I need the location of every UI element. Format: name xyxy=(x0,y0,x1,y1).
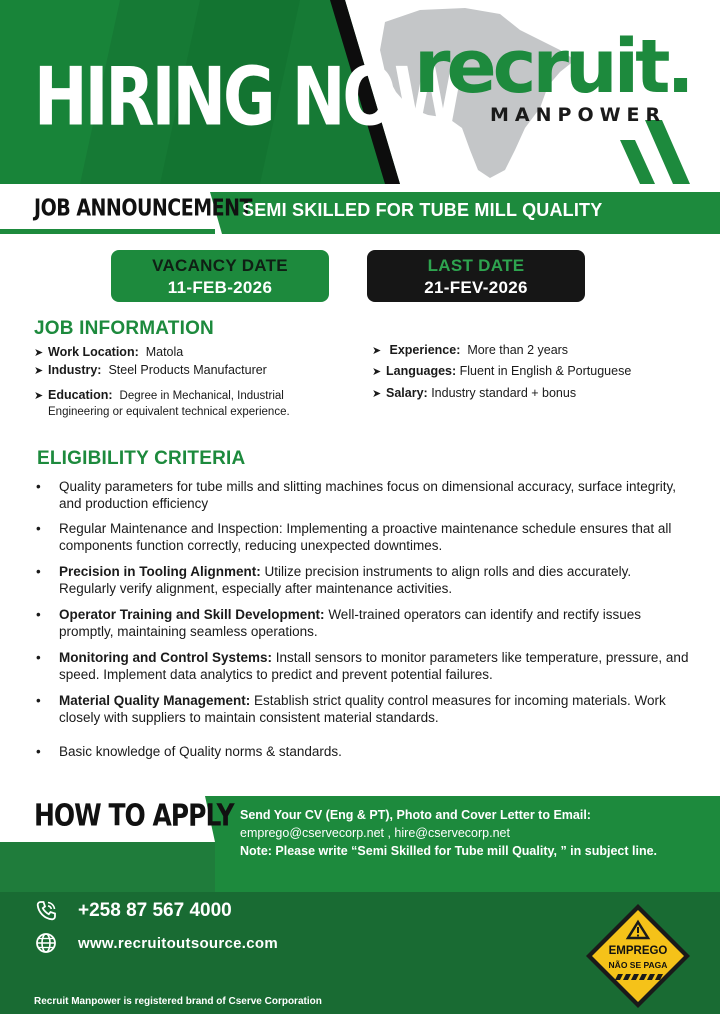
arrow-icon: ➤ xyxy=(372,388,382,400)
list-item: • Precision in Tooling Alignment: Utilize precision instruments to align rolls and dies accurately. Regularly verify alignment, especially after maintenance activities. xyxy=(36,564,632,596)
eligibility-list xyxy=(36,478,690,760)
list-item: • Material Quality Management: Establish strict quality control measures for incoming materials. Work closely with suppliers to maintain consistent material standards. xyxy=(36,693,666,725)
apply-note: Note: Please write “Semi Skilled for Tube mill Quality, ” in subject line. xyxy=(240,844,657,858)
phone-icon xyxy=(34,899,58,923)
logo-subtitle: MANPOWER xyxy=(490,104,667,126)
phone-contact[interactable] xyxy=(34,899,232,923)
info-work-location: ➤ Work Location: Matola xyxy=(34,344,183,362)
last-date-box xyxy=(367,250,585,302)
info-industry: ➤ Industry: Steel Products Manufacturer xyxy=(34,362,267,380)
arrow-icon: ➤ xyxy=(372,345,382,357)
brand-note: Recruit Manpower is registered brand of Cserve Corporation xyxy=(34,996,322,1007)
apply-instructions xyxy=(240,806,710,860)
list-item: • Quality parameters for tube mills and slitting machines focus on dimensional accuracy, surface integrity, and production efficiency xyxy=(36,479,677,511)
badge-line-2: NÃO SE PAGA xyxy=(608,960,668,970)
arrow-icon: ➤ xyxy=(34,365,44,377)
list-item: • Basic knowledge of Quality norms & standards. xyxy=(36,744,342,759)
arrow-icon: ➤ xyxy=(34,390,44,402)
list-item: • Regular Maintenance and Inspection: Implementing a proactive maintenance schedule ensures that all components function correctly, reducing unexpected downtimes. xyxy=(36,521,672,553)
how-to-apply-title: HOW TO APPLY xyxy=(34,798,234,833)
last-date-label: LAST DATE xyxy=(427,256,525,275)
arrow-icon: ➤ xyxy=(34,347,44,359)
headline: HIRING NOW xyxy=(34,51,462,145)
header xyxy=(0,0,720,184)
badge-line-1: EMPREGO xyxy=(608,945,668,957)
phone-number[interactable]: +258 87 567 4000 xyxy=(78,900,232,921)
logo-wordmark: recruit. xyxy=(414,24,691,110)
list-item: • Operator Training and Skill Development: Well-trained operators can identify and rectify issues promptly, maintaining seamless operations. xyxy=(36,607,641,639)
vacancy-date-value: 11-FEB-2026 xyxy=(167,278,273,297)
globe-icon xyxy=(34,931,58,955)
vacancy-date-box xyxy=(111,250,329,302)
info-education: ➤ Education: Degree in Mechanical, Industrial xyxy=(34,387,284,405)
info-experience: ➤ Experience: More than 2 years xyxy=(372,342,568,360)
announcement-label: JOB ANNOUNCEMENT xyxy=(34,195,252,222)
info-education-cont: Engineering or equivalent technical experience. xyxy=(48,406,290,418)
info-languages: ➤ Languages: Fluent in English & Portuguese xyxy=(372,363,631,381)
last-date-value: 21-FEV-2026 xyxy=(424,278,528,297)
arrow-icon: ➤ xyxy=(372,366,382,378)
job-title: SEMI SKILLED FOR TUBE MILL QUALITY xyxy=(242,200,603,220)
eligibility-title: ELIGIBILITY CRITERIA xyxy=(37,448,246,469)
info-salary: ➤ Salary: Industry standard + bonus xyxy=(372,385,576,403)
job-info-title: JOB INFORMATION xyxy=(34,318,214,339)
website-contact[interactable] xyxy=(34,931,278,955)
website-url[interactable]: www.recruitoutsource.com xyxy=(78,934,279,952)
apply-line-1: Send Your CV (Eng & PT), Photo and Cover Letter to Email: xyxy=(240,808,591,822)
list-item: • Monitoring and Control Systems: Install sensors to monitor parameters like temperature, pressure, and speed. Implement data analytics to predict and prevent potential failures. xyxy=(36,650,689,682)
apply-emails[interactable]: emprego@cservecorp.net , hire@cservecorp.net xyxy=(240,826,510,840)
vacancy-date-label: VACANCY DATE xyxy=(152,256,288,275)
